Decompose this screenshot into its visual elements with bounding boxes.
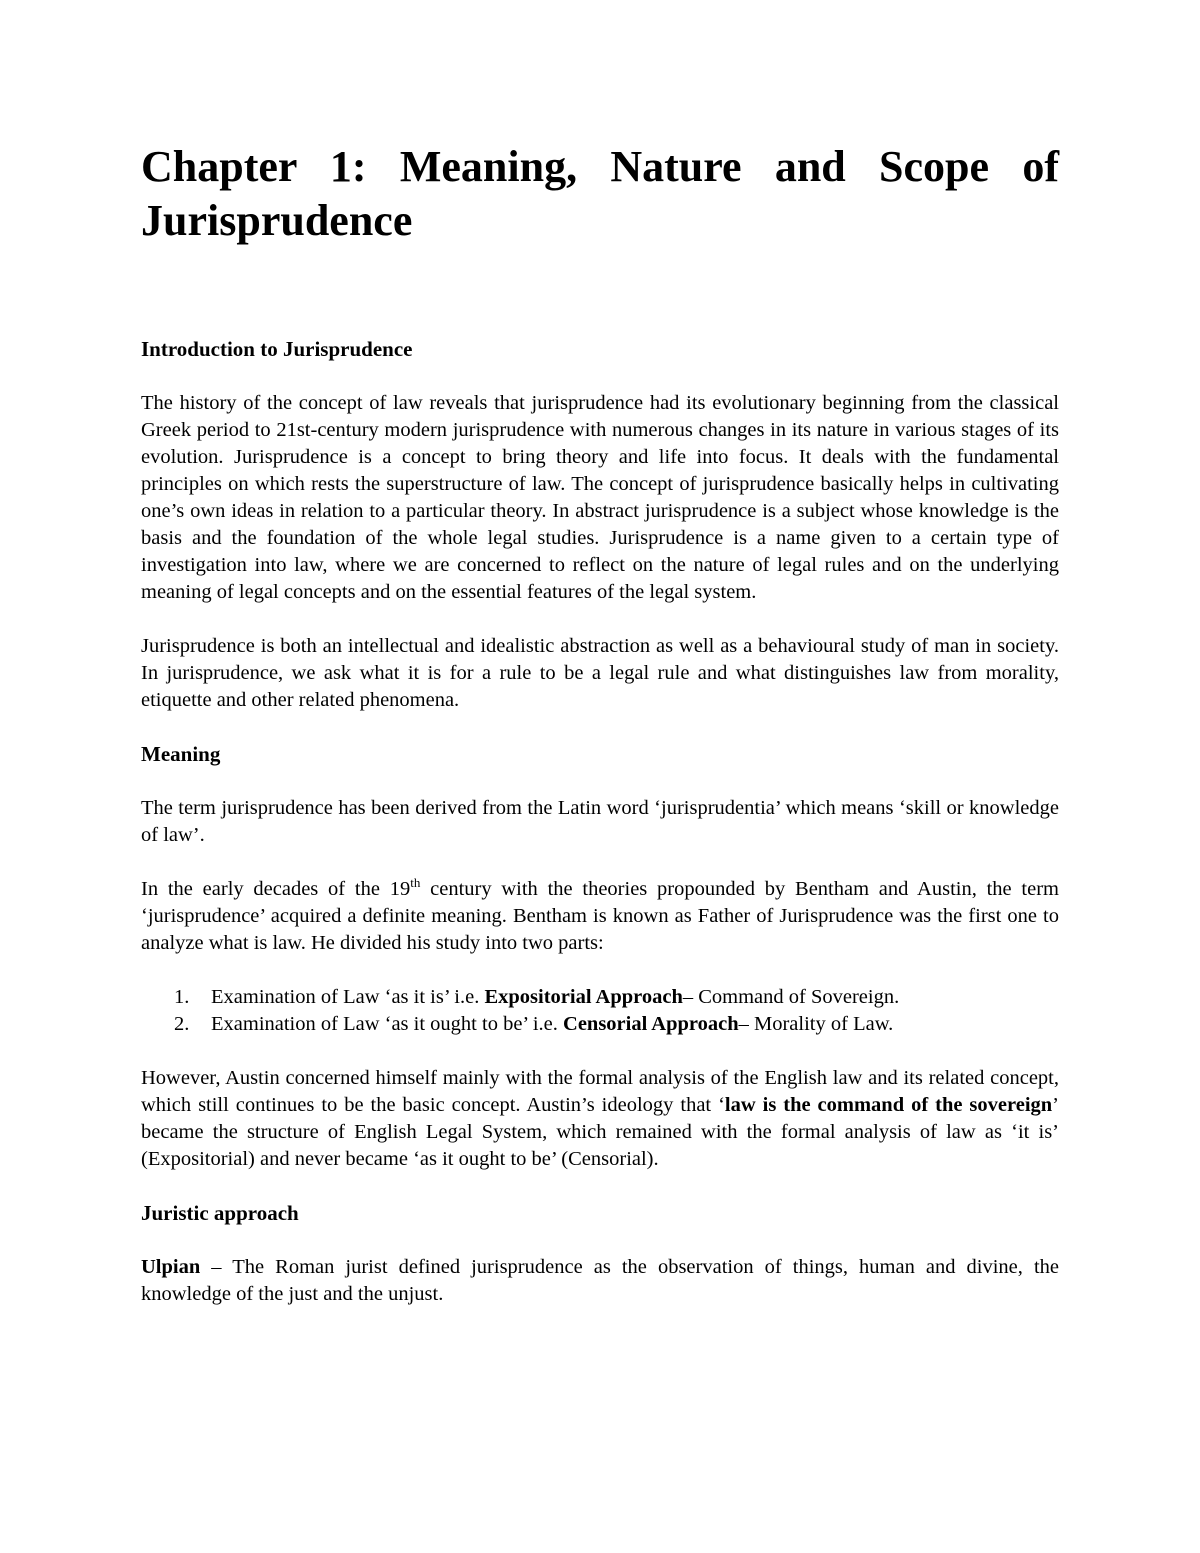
meaning-paragraph-2-start: In the early decades of the 19 xyxy=(141,878,411,900)
juristic-heading: Juristic approach xyxy=(141,1201,299,1225)
list-item-text-end: – Command of Sovereign. xyxy=(682,986,900,1008)
intro-paragraph-2: Jurisprudence is both an intellectual and idealistic abstraction as well as a behavioural study of man in society. In jurisprudence, we ask what it is for a rule to be a legal rule and what distinguishes law from morality, etiquette and other related phenomena. xyxy=(141,635,1059,711)
list-item-text: Examination of Law ‘as it ought to be’ i.e. xyxy=(211,1013,564,1035)
chapter-title xyxy=(141,140,1059,248)
austin-paragraph xyxy=(141,1065,1059,1173)
meaning-paragraph-2-end: century with the theories propounded by Bentham and Austin, the term ‘jurisprudence’ acquired a definite meaning. Bentham is known as Father of Jurisprudence was the first one to analyze what is law. He divided his study into two parts: xyxy=(141,878,1059,954)
ulpian-name-bold: Ulpian xyxy=(141,1256,201,1278)
list-item xyxy=(141,984,1059,1011)
austin-paragraph-start: However, Austin concerned himself mainly with the formal analysis of the English law and its related concept, which still continues to be the basic concept. Austin’s ideology that ‘ xyxy=(141,1067,1059,1116)
list-item-bold: Expositorial Approach xyxy=(484,986,683,1008)
document-page xyxy=(141,140,1059,1308)
meaning-paragraph-1: The term jurisprudence has been derived from the Latin word ‘jurisprudentia’ which means ‘skill or knowledge of law’. xyxy=(141,797,1059,846)
austin-quote-bold: law is the command of the sovereign xyxy=(724,1094,1053,1116)
approach-list xyxy=(141,984,1059,1038)
ulpian-paragraph-text: – The Roman jurist defined jurisprudence as the observation of things, human and divine, the knowledge of the just and the unjust. xyxy=(141,1256,1059,1305)
list-item-bold: Censorial Approach xyxy=(563,1013,739,1035)
intro-heading: Introduction to Jurisprudence xyxy=(141,337,413,361)
ulpian-paragraph xyxy=(141,1254,1059,1308)
intro-paragraph-1: The history of the concept of law reveals that jurisprudence had its evolutionary beginning from the classical Greek period to 21st-century modern jurisprudence with numerous changes in its nature in various stages of its evolution. Jurisprudence is a concept to bring theory and life into focus. It deals with the fundamental principles on which rests the superstructure of law. The concept of jurisprudence basically helps in cultivating one’s own ideas in relation to a particular theory. In abstract jurisprudence is a subject whose knowledge is the basis and the foundation of the whole legal studies. Jurisprudence is a name given to a certain type of investigation into law, where we are concerned to reflect on the nature of legal rules and on the underlying meaning of legal concepts and on the essential features of the legal system. xyxy=(141,392,1059,603)
austin-paragraph-end: ’ became the structure of English Legal System, which remained with the formal analysis of law as ‘it is’ (Expositorial) and never became ‘as it ought to be’ (Censorial). xyxy=(141,1094,1059,1170)
list-item xyxy=(141,1011,1059,1038)
list-item-number: 2. xyxy=(174,1013,190,1035)
list-item-text: Examination of Law ‘as it is’ i.e. xyxy=(211,986,485,1008)
ordinal-superscript: th xyxy=(410,875,421,891)
list-item-text-end: – Morality of Law. xyxy=(738,1013,894,1035)
meaning-paragraph-2 xyxy=(141,876,1059,957)
meaning-heading: Meaning xyxy=(141,742,221,766)
chapter-title-line-1: Chapter 1: Meaning, Nature and Scope of xyxy=(141,142,1059,191)
chapter-title-line-2: Jurisprudence xyxy=(141,196,413,245)
list-item-number: 1. xyxy=(174,986,190,1008)
